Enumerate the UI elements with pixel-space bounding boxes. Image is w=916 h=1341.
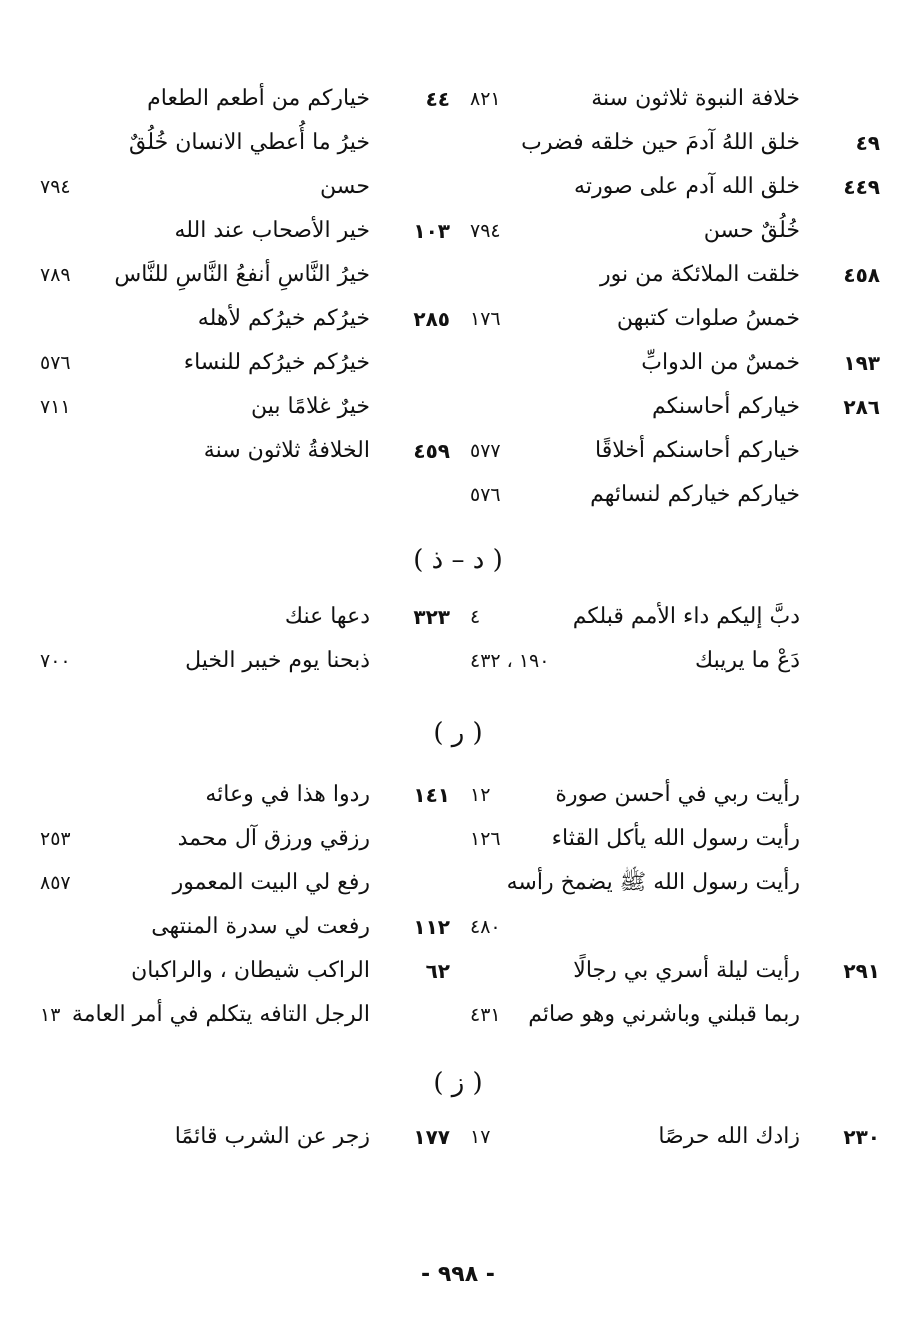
- entry-text: رزقي ورزق آل محمد: [177, 826, 370, 851]
- index-entry: [470, 212, 880, 250]
- index-entry: [40, 996, 450, 1034]
- index-entry: [470, 300, 880, 338]
- entry-text: رأيت ربي في أحسن صورة: [555, 782, 800, 807]
- entry-text: خياركم أحاسنكم: [652, 394, 800, 419]
- index-entry: [40, 1118, 450, 1156]
- entry-text: خلقت الملائكة من نور: [600, 262, 800, 287]
- entry-reference: ١٧٦: [470, 308, 501, 330]
- entry-text: دبَّ إليكم داء الأمم قبلكم: [572, 604, 800, 629]
- index-entry: [470, 80, 880, 118]
- entry-reference: ٤٨٠: [470, 916, 501, 938]
- entry-text: خمسُ صلوات كتبهن: [616, 306, 800, 331]
- index-entry: [470, 388, 880, 426]
- entry-reference: ٤: [470, 606, 481, 628]
- entry-text: زجر عن الشرب قائمًا: [174, 1124, 370, 1149]
- entry-reference: ١٢: [470, 784, 491, 806]
- index-entry: [470, 344, 880, 382]
- page-number: - ٩٩٨ -: [421, 1262, 495, 1287]
- entry-text: زادك الله حرصًا: [658, 1124, 800, 1149]
- entry-text: خير الأصحاب عند الله: [174, 218, 370, 243]
- entry-text: خلق اللهُ آدمَ حين خلقه فضرب: [521, 130, 800, 155]
- entry-text: رأيت رسول الله ﷺ يضمخ رأسه: [506, 870, 800, 895]
- entry-reference: ١٢٦: [470, 828, 501, 850]
- entry-number: ٦٢: [425, 959, 450, 983]
- index-entry: [40, 124, 450, 162]
- entry-text: خيرُكم خيرُكم للنساء: [183, 350, 370, 375]
- entry-reference: ١٧: [470, 1126, 491, 1148]
- entry-text: رفعت لي سدرة المنتهى: [151, 914, 370, 939]
- entry-reference: ١٩٠ ، ٤٣٢: [470, 650, 550, 672]
- entry-reference: ٥٧٦: [40, 352, 71, 374]
- entry-reference: ٧٨٩: [40, 264, 71, 286]
- index-entry: [40, 168, 450, 206]
- index-entry: [40, 598, 450, 636]
- entry-text: خُلُقٌ حسن: [703, 218, 800, 243]
- entry-reference: ٥٧٧: [470, 440, 501, 462]
- entry-reference: ٢٥٣: [40, 828, 71, 850]
- entry-text: خياركم خياركم لنسائهم: [590, 482, 800, 507]
- entry-reference: ٨٢١: [470, 88, 501, 110]
- entry-text: خياركم أحاسنكم أخلاقًا: [594, 438, 800, 463]
- section-heading: ( ز ): [433, 1068, 483, 1098]
- index-entry: [40, 820, 450, 858]
- entry-text: ردوا هذا في وعائه: [205, 782, 370, 807]
- entry-number: ١٧٧: [413, 1125, 450, 1149]
- entry-number: ٤٥٨: [843, 263, 880, 287]
- index-entry: [40, 432, 450, 470]
- index-entry: [470, 952, 880, 990]
- entry-text: خلق الله آدم على صورته: [574, 174, 800, 199]
- entry-number: ٤٤٩: [843, 175, 880, 199]
- index-entry: [470, 996, 880, 1034]
- entry-number: ٢٣٠: [843, 1125, 880, 1149]
- entry-text: رفع لي البيت المعمور: [172, 870, 370, 895]
- index-entry: [470, 776, 880, 814]
- index-entry: [40, 80, 450, 118]
- index-entry: [40, 952, 450, 990]
- index-entry: [40, 776, 450, 814]
- entry-text: دعها عنك: [284, 604, 370, 629]
- index-entry: [470, 820, 880, 858]
- index-entry: [470, 642, 880, 680]
- section-heading: ( ر ): [433, 718, 483, 748]
- index-entry: [40, 344, 450, 382]
- index-entry: [470, 168, 880, 206]
- entry-number: ٤٤: [425, 87, 450, 111]
- entry-text: الخلافةُ ثلاثون سنة: [203, 438, 370, 463]
- index-entry: [40, 256, 450, 294]
- entry-text: رأيت رسول الله يأكل القثاء: [551, 826, 800, 851]
- entry-text: الراكب شيطان ، والراكبان: [131, 958, 370, 983]
- entry-reference: ٤٣١: [470, 1004, 501, 1026]
- index-entry: [470, 124, 880, 162]
- entry-text: ذبحنا يوم خيبر الخيل: [185, 648, 370, 673]
- index-entry: [40, 642, 450, 680]
- entry-text: ربما قبلني وباشرني وهو صائم: [528, 1002, 800, 1027]
- entry-text: حسن: [320, 174, 370, 199]
- entry-reference: ٧١١: [40, 396, 71, 418]
- index-entry: [40, 388, 450, 426]
- entry-number: ٢٨٥: [413, 307, 450, 331]
- index-entry: [470, 1118, 880, 1156]
- entry-number: ١٤١: [413, 783, 450, 807]
- index-entry: [40, 300, 450, 338]
- entry-number: ٤٥٩: [413, 439, 450, 463]
- entry-text: خياركم من أطعم الطعام: [147, 86, 370, 111]
- entry-text: الرجل التافه يتكلم في أمر العامة: [71, 1002, 370, 1027]
- index-entry: [40, 908, 450, 946]
- index-entry: [470, 598, 880, 636]
- index-entry: [40, 864, 450, 902]
- entry-text: خيرُ النَّاسِ أنفعُ النَّاسِ للنَّاس: [114, 262, 370, 287]
- entry-number: ٢٨٦: [843, 395, 880, 419]
- entry-number: ٣٢٣: [413, 605, 450, 629]
- entry-text: دَعْ ما يريبك: [695, 648, 800, 673]
- index-entry: [470, 864, 880, 902]
- section-heading: ( د – ذ ): [413, 545, 503, 575]
- entry-number: ١٠٣: [413, 219, 450, 243]
- entry-reference: ٧٩٤: [470, 220, 501, 242]
- index-entry: [470, 476, 880, 514]
- entry-number: ٤٩: [855, 131, 880, 155]
- index-entry: [470, 908, 880, 946]
- entry-number: ٢٩١: [843, 959, 880, 983]
- entry-reference: ١٣: [40, 1004, 61, 1026]
- index-entry: [40, 212, 450, 250]
- entry-text: خمسٌ من الدوابِّ: [641, 350, 800, 375]
- entry-number: ١١٢: [413, 915, 450, 939]
- entry-reference: ٧٩٤: [40, 176, 71, 198]
- entry-text: خلافة النبوة ثلاثون سنة: [591, 86, 800, 111]
- entry-reference: ٨٥٧: [40, 872, 71, 894]
- entry-text: خيرُ ما أُعطي الانسان خُلُقٌ: [129, 130, 370, 155]
- entry-reference: ٧٠٠: [40, 650, 71, 672]
- entry-text: خيرُكم خيرُكم لأهله: [197, 306, 370, 331]
- entry-reference: ٥٧٦: [470, 484, 501, 506]
- entry-text: رأيت ليلة أسري بي رجالًا: [573, 958, 800, 983]
- entry-number: ١٩٣: [843, 351, 880, 375]
- entry-text: خيرٌ غلامًا بين: [251, 394, 370, 419]
- index-entry: [470, 432, 880, 470]
- index-entry: [470, 256, 880, 294]
